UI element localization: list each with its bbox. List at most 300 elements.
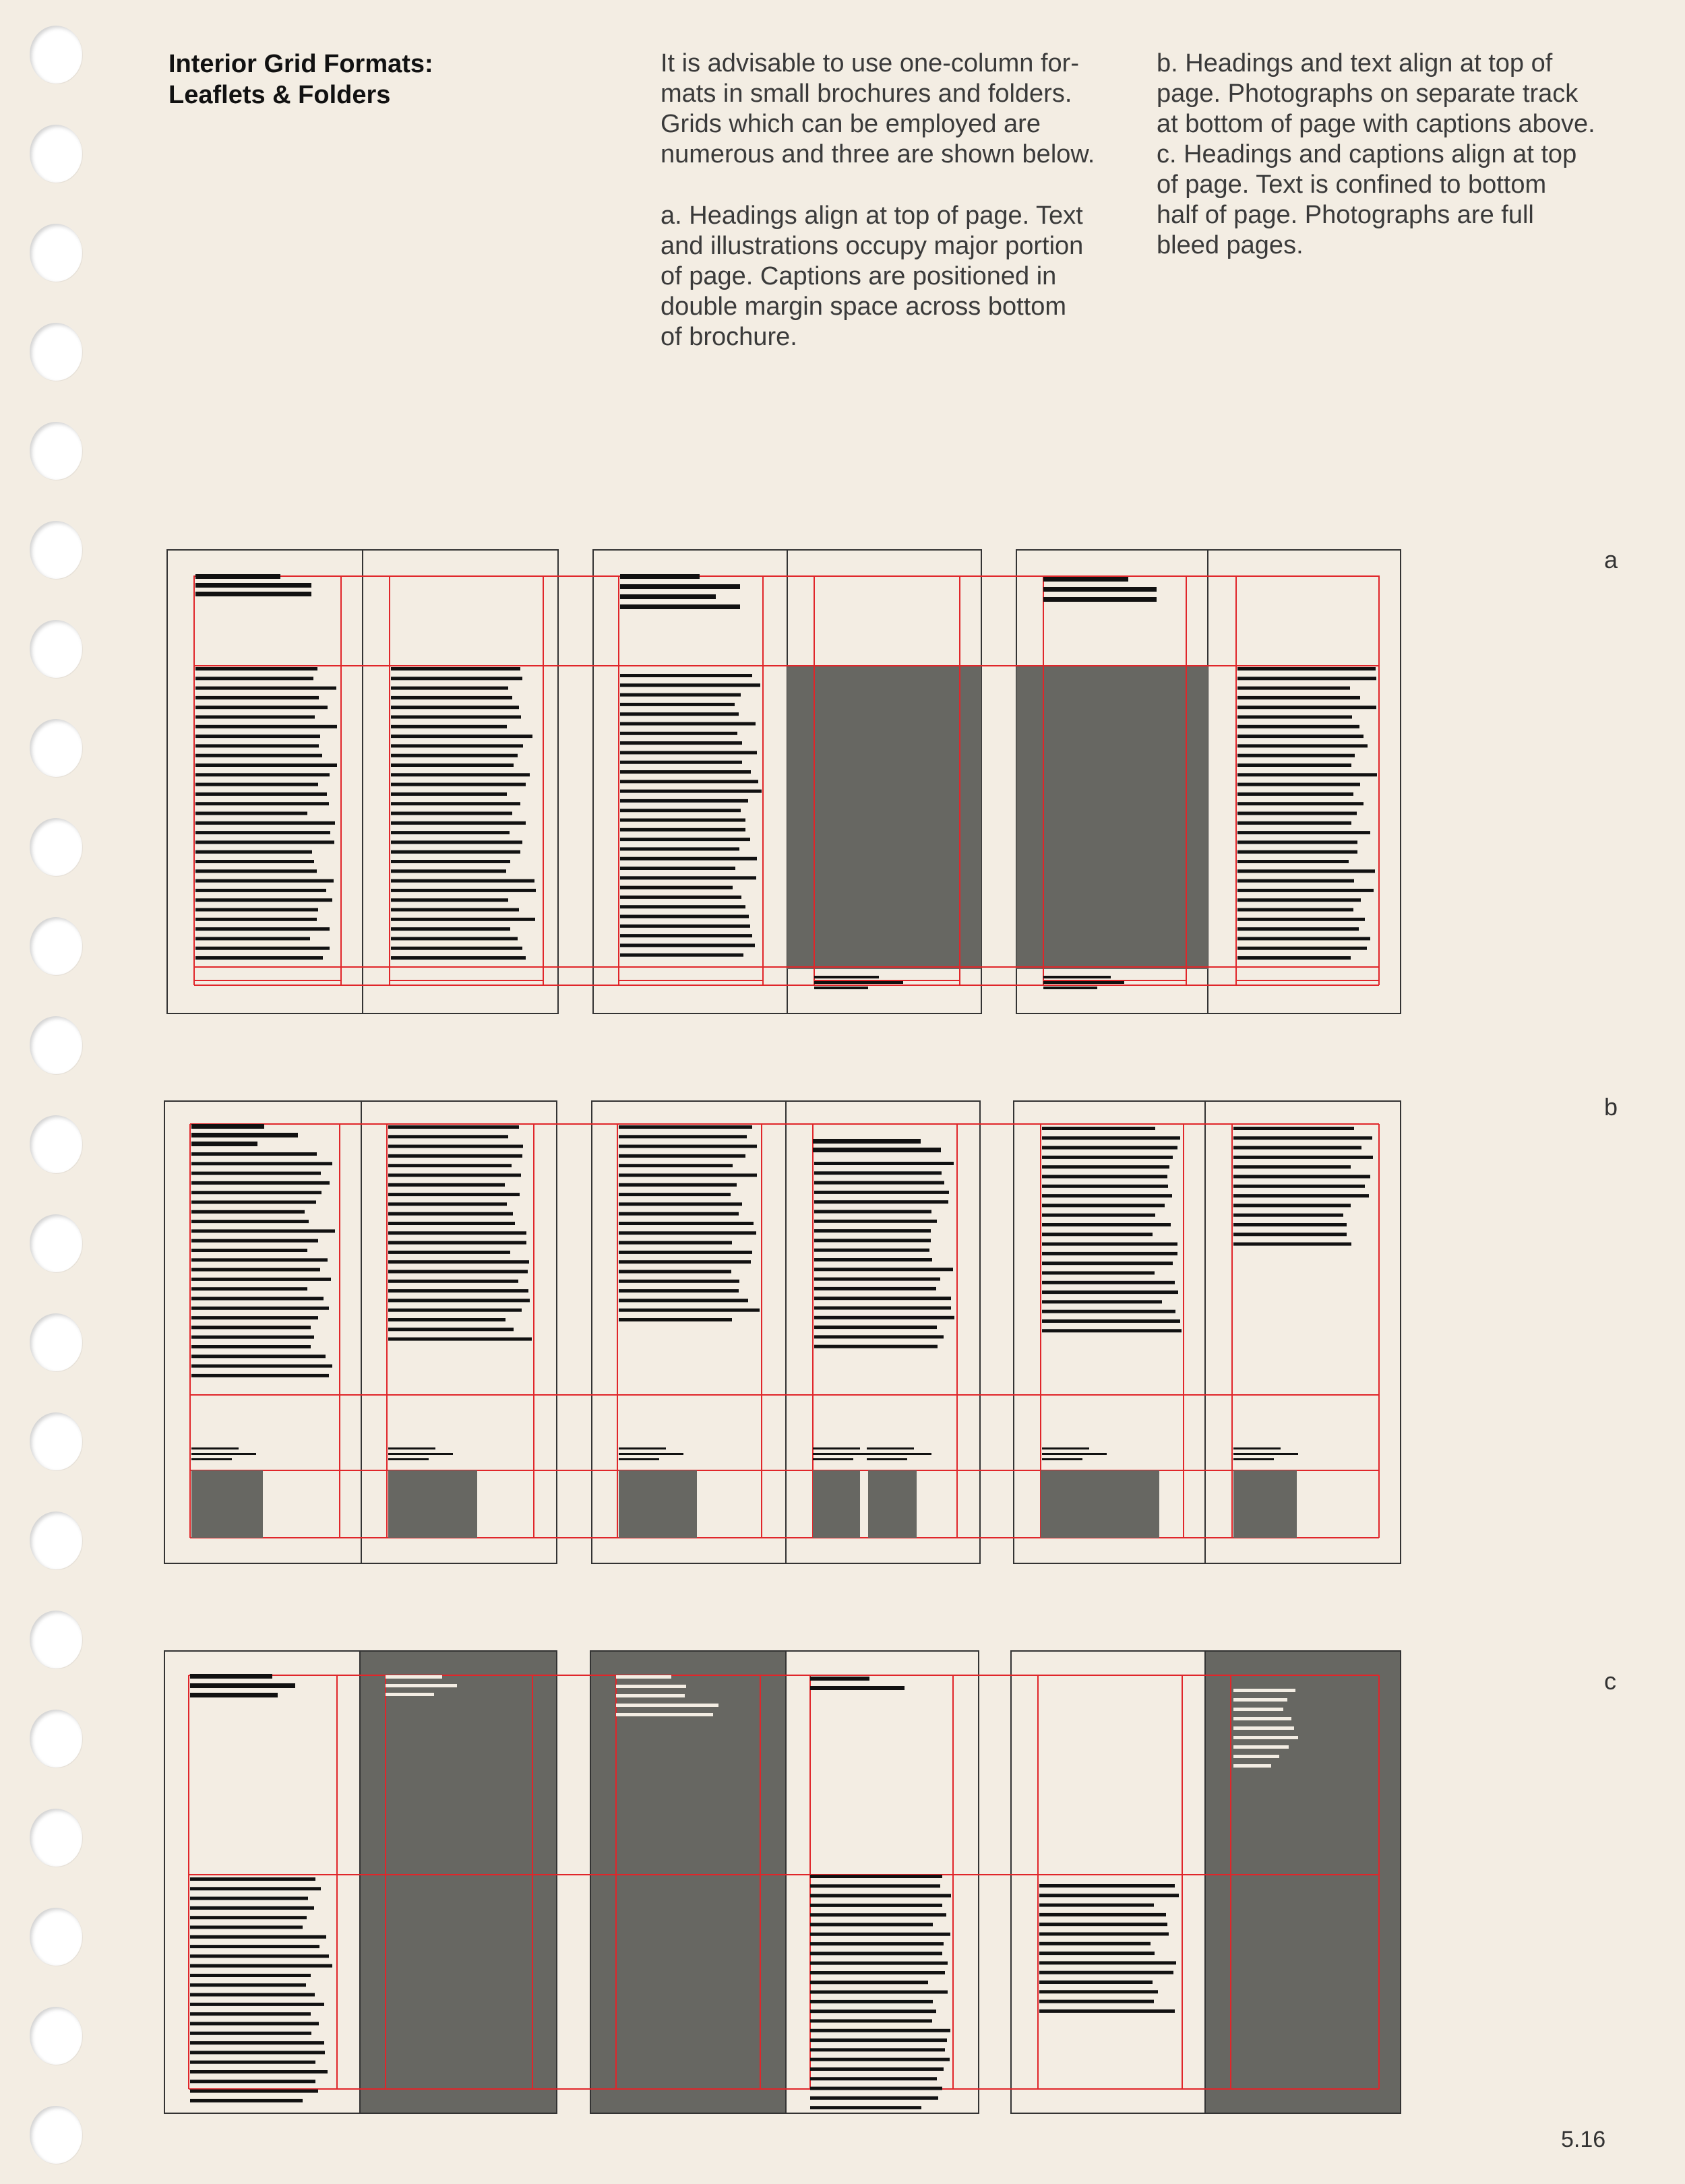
- text-line: [1039, 1961, 1176, 1964]
- text-line: [391, 744, 523, 747]
- text-line: [810, 1942, 944, 1945]
- text-line: [195, 840, 334, 844]
- intro-paragraph-3: b. Headings and text align at top of page. Photographs on separate track at bottom of page with captions above. c. Headings and captions align at top of page. Text is confined to bottom half of page. Photographs are full bleed pages.: [1157, 49, 1595, 259]
- heading-line: [620, 574, 700, 579]
- heading-line: [190, 1693, 278, 1697]
- heading-line: [616, 1675, 671, 1679]
- caption-line: [1233, 1689, 1295, 1692]
- text-line: [1233, 1223, 1347, 1226]
- text-line: [391, 812, 512, 815]
- text-line: [190, 2070, 328, 2073]
- text-line: [391, 696, 512, 699]
- text-line: [810, 2077, 937, 2080]
- text-line: [810, 1875, 942, 1878]
- text-line: [1233, 1185, 1365, 1188]
- text-line: [190, 1906, 314, 1910]
- text-line: [1039, 2009, 1175, 2013]
- text-line: [388, 1145, 523, 1148]
- text-line: [1039, 1913, 1166, 1916]
- text-line: [191, 1191, 321, 1194]
- page-outline: [167, 550, 363, 1013]
- text-line: [814, 1210, 931, 1214]
- text-line: [620, 693, 741, 697]
- heading-line: [616, 1704, 718, 1707]
- text-line: [810, 1971, 945, 1974]
- photo-block: [813, 1470, 860, 1538]
- text-line: [810, 1933, 950, 1936]
- text-line: [190, 2090, 318, 2093]
- text-line: [1233, 1194, 1369, 1197]
- text-line: [191, 1268, 320, 1272]
- text-line: [1237, 918, 1365, 921]
- text-line: [1233, 1175, 1370, 1179]
- text-line: [810, 2000, 933, 2003]
- text-line: [620, 847, 739, 850]
- text-line: [195, 850, 312, 854]
- text-line: [1233, 1136, 1372, 1140]
- text-line: [619, 1289, 739, 1292]
- text-line: [191, 1307, 329, 1310]
- text-line: [1237, 947, 1367, 950]
- caption-line: [619, 1453, 683, 1455]
- text-line: [1039, 1971, 1173, 1974]
- heading-line: [1043, 597, 1157, 602]
- text-line: [814, 1171, 942, 1175]
- heading-line: [620, 594, 716, 599]
- text-line: [1237, 898, 1361, 902]
- text-line: [195, 744, 319, 747]
- text-line: [620, 828, 745, 832]
- text-line: [191, 1152, 317, 1156]
- heading-line: [191, 1124, 264, 1129]
- text-line: [619, 1260, 751, 1263]
- text-line: [388, 1318, 506, 1321]
- text-line: [1042, 1127, 1155, 1130]
- text-line: [1237, 792, 1353, 796]
- text-line: [195, 879, 334, 883]
- text-line: [1237, 667, 1376, 670]
- text-line: [195, 908, 318, 912]
- text-line: [810, 2087, 942, 2090]
- text-line: [191, 1249, 307, 1252]
- text-line: [388, 1202, 507, 1206]
- text-line: [388, 1135, 508, 1138]
- text-line: [391, 850, 520, 854]
- text-line: [195, 802, 329, 805]
- text-line: [814, 1162, 954, 1165]
- text-line: [191, 1162, 332, 1165]
- text-line: [190, 1887, 321, 1890]
- caption-line: [1042, 1458, 1082, 1460]
- text-line: [1042, 1136, 1180, 1140]
- caption-line: [867, 1458, 907, 1460]
- text-line: [191, 1316, 318, 1319]
- row-label-a: a: [1604, 546, 1618, 573]
- text-line: [1237, 754, 1355, 757]
- caption-line: [1043, 976, 1111, 978]
- text-line: [619, 1183, 737, 1187]
- text-line: [195, 831, 330, 834]
- text-line: [620, 741, 742, 745]
- heading-line: [195, 592, 311, 596]
- text-line: [190, 1964, 332, 1968]
- text-line: [1237, 696, 1360, 699]
- text-line: [620, 886, 733, 890]
- text-line: [388, 1338, 532, 1341]
- text-line: [620, 712, 739, 716]
- photo-block: [619, 1470, 697, 1538]
- text-line: [191, 1229, 335, 1233]
- text-line: [1237, 783, 1360, 786]
- text-line: [190, 2022, 319, 2026]
- text-line: [620, 896, 741, 899]
- text-line: [190, 2012, 311, 2016]
- text-line: [195, 687, 336, 690]
- caption-line: [1233, 1698, 1287, 1702]
- text-line: [191, 1201, 316, 1204]
- text-line: [391, 773, 530, 776]
- text-line: [388, 1154, 522, 1158]
- text-line: [1042, 1204, 1165, 1207]
- caption-line: [814, 981, 903, 984]
- text-line: [190, 2051, 325, 2054]
- text-line: [1237, 706, 1376, 709]
- text-line: [1039, 1990, 1158, 1993]
- text-line: [195, 696, 319, 699]
- caption-line: [619, 1458, 659, 1460]
- caption-line: [1233, 1745, 1289, 1749]
- text-line: [391, 860, 510, 863]
- text-line: [810, 1894, 951, 1898]
- text-line: [620, 819, 745, 822]
- text-line: [1233, 1214, 1343, 1217]
- text-line: [391, 802, 520, 805]
- caption-line: [1233, 1755, 1279, 1758]
- heading-line: [810, 1686, 905, 1690]
- text-line: [391, 879, 534, 883]
- text-line: [1039, 1894, 1179, 1897]
- text-line: [1237, 773, 1377, 776]
- text-line: [388, 1309, 522, 1312]
- text-line: [191, 1354, 326, 1358]
- text-line: [1237, 937, 1370, 940]
- photo-block: [191, 1470, 263, 1538]
- text-line: [814, 1297, 951, 1300]
- text-line: [195, 869, 317, 873]
- text-line: [391, 687, 508, 690]
- text-line: [810, 2009, 936, 2013]
- text-line: [1039, 2000, 1154, 2003]
- text-line: [1237, 879, 1354, 883]
- text-line: [810, 1884, 940, 1887]
- text-line: [190, 1877, 315, 1881]
- text-line: [190, 1897, 308, 1900]
- text-line: [388, 1222, 515, 1225]
- text-line: [195, 812, 307, 815]
- caption-line: [1042, 1453, 1107, 1455]
- text-line: [620, 683, 760, 687]
- text-line: [620, 838, 750, 841]
- text-line: [620, 751, 757, 754]
- text-line: [388, 1241, 526, 1245]
- text-line: [1237, 908, 1353, 912]
- text-line: [190, 1954, 329, 1958]
- text-line: [190, 2003, 324, 2006]
- text-line: [190, 2032, 311, 2035]
- text-line: [810, 1923, 933, 1927]
- text-line: [195, 860, 314, 863]
- text-line: [190, 2061, 315, 2064]
- caption-line: [619, 1447, 666, 1449]
- photo-block: [388, 1470, 477, 1538]
- heading-line: [620, 584, 740, 589]
- text-line: [391, 947, 522, 950]
- text-line: [190, 2041, 324, 2045]
- photo-block: [1041, 1470, 1159, 1538]
- title-line-1: Interior Grid Formats:: [168, 50, 433, 78]
- text-line: [1237, 744, 1368, 747]
- text-line: [620, 857, 757, 861]
- text-line: [620, 732, 737, 735]
- text-line: [1042, 1146, 1177, 1150]
- row-label-c: c: [1604, 1667, 1616, 1695]
- text-line: [195, 706, 328, 709]
- text-line: [1237, 831, 1370, 834]
- text-line: [388, 1251, 510, 1254]
- text-line: [1039, 1923, 1167, 1926]
- text-line: [391, 908, 519, 912]
- text-line: [810, 2106, 921, 2109]
- heading-line: [190, 1683, 295, 1688]
- text-line: [620, 703, 735, 706]
- text-line: [191, 1374, 329, 1377]
- heading-line: [190, 1674, 272, 1679]
- text-line: [190, 2099, 303, 2102]
- text-line: [388, 1212, 513, 1216]
- text-line: [619, 1212, 739, 1216]
- text-line: [388, 1164, 512, 1167]
- text-line: [1237, 677, 1376, 680]
- text-line: [190, 1935, 326, 1939]
- text-line: [1233, 1243, 1351, 1246]
- photo-block: [868, 1470, 917, 1538]
- text-line: [620, 954, 743, 957]
- text-line: [391, 792, 507, 796]
- text-line: [191, 1278, 331, 1281]
- text-line: [810, 2020, 932, 2023]
- text-line: [388, 1270, 528, 1274]
- text-line: [195, 783, 318, 786]
- text-line: [190, 1993, 315, 1997]
- text-line: [191, 1210, 305, 1214]
- text-line: [1042, 1319, 1180, 1323]
- text-line: [195, 667, 317, 670]
- text-line: [1233, 1156, 1373, 1159]
- photo-block: [1233, 1470, 1297, 1538]
- caption-line: [1043, 981, 1124, 984]
- text-line: [1039, 1884, 1175, 1887]
- text-line: [620, 674, 752, 677]
- text-line: [388, 1183, 505, 1187]
- text-line: [814, 1258, 932, 1261]
- text-line: [620, 780, 758, 783]
- text-line: [388, 1174, 521, 1177]
- caption-line: [388, 1447, 435, 1449]
- text-line: [391, 840, 522, 844]
- text-line: [1039, 1942, 1151, 1945]
- text-line: [391, 831, 510, 834]
- text-line: [190, 1974, 311, 1977]
- text-line: [1042, 1310, 1175, 1313]
- text-line: [1233, 1165, 1351, 1168]
- text-line: [1233, 1233, 1347, 1236]
- text-line: [391, 889, 536, 892]
- text-line: [391, 956, 526, 960]
- text-line: [391, 716, 521, 719]
- caption-line: [191, 1453, 256, 1455]
- text-line: [1042, 1194, 1172, 1197]
- text-line: [391, 706, 519, 709]
- heading-line: [386, 1693, 434, 1696]
- text-line: [388, 1299, 530, 1302]
- photo-page: [590, 1651, 786, 2113]
- text-line: [810, 1913, 946, 1916]
- caption-line: [1233, 1447, 1281, 1449]
- text-line: [391, 725, 507, 728]
- text-line: [620, 925, 750, 928]
- text-line: [1042, 1175, 1167, 1179]
- text-line: [810, 2067, 944, 2071]
- text-line: [810, 2029, 950, 2032]
- caption-line: [814, 976, 879, 978]
- text-line: [814, 1278, 940, 1281]
- title-line-2: Leaflets & Folders: [168, 81, 391, 109]
- text-line: [195, 947, 330, 950]
- text-line: [619, 1125, 752, 1129]
- text-line: [619, 1145, 757, 1148]
- text-line: [619, 1193, 731, 1196]
- text-line: [195, 735, 320, 738]
- text-line: [814, 1200, 948, 1204]
- text-line: [1237, 850, 1357, 854]
- caption-line: [813, 1458, 853, 1460]
- heading-line: [191, 1133, 298, 1137]
- text-line: [191, 1325, 311, 1329]
- text-line: [619, 1270, 731, 1274]
- text-line: [620, 905, 745, 908]
- text-line: [814, 1307, 951, 1310]
- text-line: [195, 725, 337, 728]
- text-line: [1042, 1185, 1168, 1188]
- text-line: [1237, 821, 1351, 825]
- text-line: [619, 1164, 733, 1167]
- text-line: [620, 934, 752, 937]
- text-line: [190, 2080, 315, 2083]
- caption-line: [1043, 987, 1097, 989]
- text-line: [391, 735, 532, 738]
- text-line: [388, 1289, 528, 1292]
- text-line: [1237, 763, 1351, 767]
- text-line: [1237, 802, 1364, 805]
- text-line: [619, 1309, 760, 1312]
- text-line: [1237, 889, 1374, 892]
- text-line: [1042, 1252, 1177, 1255]
- heading-line: [386, 1675, 442, 1679]
- text-line: [814, 1316, 954, 1319]
- text-line: [620, 915, 749, 918]
- text-line: [1042, 1233, 1153, 1236]
- heading-line: [620, 604, 740, 609]
- text-line: [195, 677, 313, 680]
- text-line: [191, 1181, 330, 1185]
- text-line: [620, 722, 756, 726]
- text-line: [1042, 1281, 1175, 1284]
- page-outline: [363, 550, 558, 1013]
- text-line: [1237, 735, 1364, 738]
- text-line: [620, 943, 755, 947]
- caption-line: [388, 1453, 453, 1455]
- photo-page: [360, 1651, 557, 2113]
- text-line: [619, 1251, 752, 1254]
- text-line: [195, 821, 335, 825]
- text-line: [1042, 1214, 1155, 1217]
- text-line: [619, 1202, 742, 1206]
- text-line: [620, 867, 735, 870]
- text-line: [620, 876, 756, 879]
- caption-line: [814, 987, 868, 989]
- text-line: [190, 1983, 306, 1987]
- caption-line: [1233, 1726, 1294, 1730]
- text-line: [1237, 725, 1359, 728]
- text-line: [1237, 927, 1359, 931]
- text-line: [388, 1328, 514, 1331]
- caption-line: [1233, 1708, 1283, 1711]
- text-line: [1237, 860, 1349, 863]
- text-line: [1039, 1980, 1153, 1984]
- text-line: [619, 1154, 745, 1158]
- text-line: [620, 761, 742, 764]
- text-line: [388, 1125, 519, 1129]
- text-line: [1237, 812, 1357, 815]
- text-line: [388, 1260, 529, 1263]
- text-line: [391, 821, 526, 825]
- grid-margin: [619, 576, 763, 980]
- text-line: [388, 1231, 526, 1235]
- text-line: [191, 1297, 324, 1301]
- text-line: [195, 937, 310, 940]
- caption-line: [1233, 1453, 1298, 1455]
- text-line: [814, 1181, 944, 1185]
- text-line: [1237, 840, 1357, 844]
- text-line: [619, 1299, 748, 1302]
- heading-line: [195, 583, 311, 588]
- heading-line: [810, 1677, 869, 1681]
- row-label-b: b: [1604, 1093, 1618, 1121]
- text-line: [1042, 1261, 1173, 1265]
- text-line: [814, 1191, 949, 1194]
- text-line: [391, 937, 518, 940]
- text-line: [190, 1916, 307, 1919]
- text-line: [814, 1249, 929, 1252]
- text-line: [190, 1945, 319, 1948]
- intro-paragraph-1: It is advisable to use one-column for- mats in small brochures and folders. Grids which can be employed are numerous and three are shown below.: [661, 49, 1095, 168]
- text-line: [619, 1241, 732, 1245]
- text-line: [1237, 716, 1352, 719]
- text-line: [1042, 1300, 1162, 1303]
- text-line: [810, 2058, 950, 2061]
- heading-line: [616, 1713, 713, 1716]
- text-line: [195, 927, 330, 931]
